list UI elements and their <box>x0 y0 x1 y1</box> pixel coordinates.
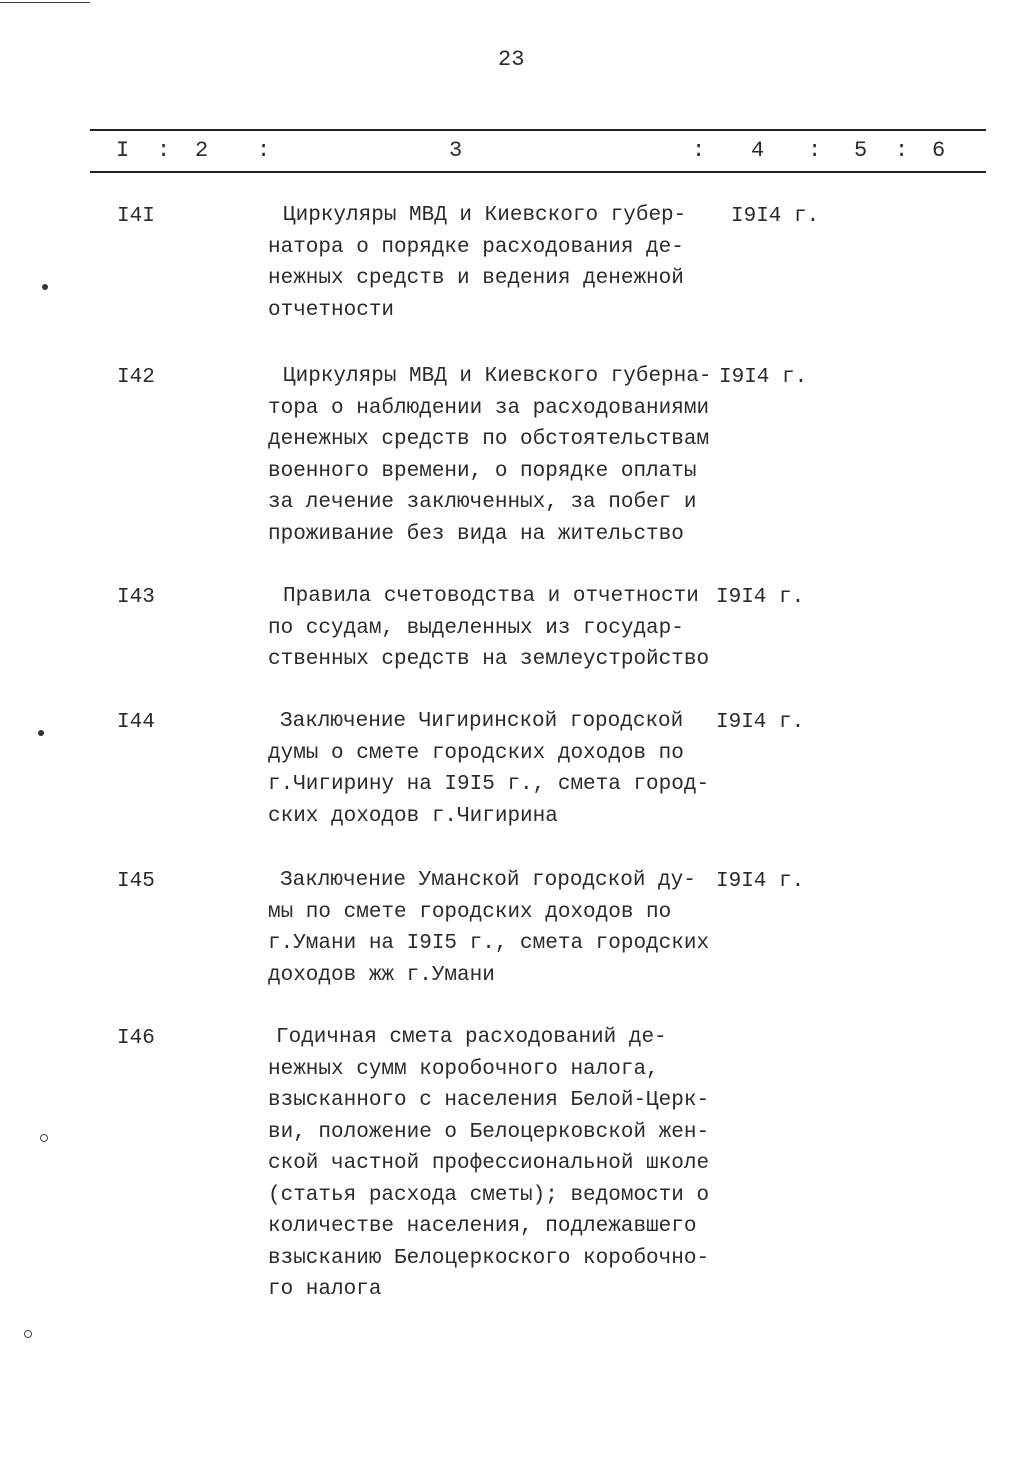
scan-speck <box>24 1330 32 1338</box>
entry-title-line: проживание без вида на жительство <box>268 522 684 546</box>
entry-number: I4I <box>117 205 155 228</box>
entry-year: I9I4 г. <box>716 870 805 893</box>
entry-title-line: думы о смете городских доходов по <box>268 741 684 765</box>
header-col-3: 3 <box>449 138 463 163</box>
entry-title-line: (статья расхода сметы); ведомости о <box>268 1183 710 1207</box>
entry-title-line: денежных средств по обстоятельствам <box>268 428 710 451</box>
entry-title-line: ских доходов г.Чигирина <box>268 804 558 828</box>
entry-title-line: за лечение заключенных, за побег и <box>268 491 697 514</box>
entry-title-line: взысканию Белоцеркоского коробочно- <box>268 1246 710 1270</box>
entry-title-line: ской частной профессиональной школе <box>268 1152 710 1175</box>
header-col-4: 4 <box>751 138 765 163</box>
entry-title-line: доходов жж г.Умани <box>268 963 495 987</box>
scan-edge-line <box>0 2 90 3</box>
entry-year: I9I4 г. <box>731 205 820 228</box>
entry-title-line: Заключение Чигиринской городской <box>280 710 684 733</box>
header-separator: : <box>257 138 271 163</box>
entry-title-line: мы по смете городских доходов по <box>268 900 672 924</box>
entry-title-line: натора о порядке расходования де- <box>268 235 684 259</box>
header-col-2: 2 <box>195 138 209 163</box>
entry-title-line: Годичная смета расходований де- <box>276 1026 667 1049</box>
header-col-5: 5 <box>854 138 868 163</box>
page-number: 23 <box>498 47 525 72</box>
scan-speck <box>38 730 44 736</box>
entry-title-line: взысканного с населения Белой-Церк- <box>268 1089 710 1112</box>
entry-title-line: ви, положение о Белоцерковской жен- <box>268 1120 710 1144</box>
header-separator: : <box>692 138 706 163</box>
header-col-6: 6 <box>932 138 946 163</box>
entry-title-line: отчетности <box>268 298 395 322</box>
scan-speck <box>40 1134 48 1142</box>
entry-number: I44 <box>117 711 155 734</box>
entry-year: I9I4 г. <box>716 711 805 734</box>
entry-title-line: Циркуляры МВД и Киевского губер- <box>283 204 687 227</box>
entry-title-line: военного времени, о порядке оплаты <box>268 459 697 483</box>
entry-title-line: Циркуляры МВД и Киевского губерна- <box>283 365 712 388</box>
entry-title-line: г.Умани на I9I5 г., смета городских <box>268 932 710 955</box>
entry-title-line: Правила счетоводства и отчетности <box>283 585 699 608</box>
entry-title-line: Заключение Уманской городской ду- <box>280 869 696 892</box>
header-separator: : <box>157 138 171 163</box>
header-separator: : <box>808 138 822 163</box>
entry-number: I45 <box>117 870 155 893</box>
entry-title-line: ственных средств на землеустройство <box>268 648 710 671</box>
header-top-rule <box>90 129 986 131</box>
scan-speck <box>42 284 48 290</box>
entry-title-line: нежных сумм коробочного налога, <box>268 1057 659 1081</box>
entry-number: I42 <box>117 366 155 389</box>
entry-number: I46 <box>117 1027 155 1050</box>
header-col-1: I <box>116 138 130 163</box>
entry-year: I9I4 г. <box>716 586 805 609</box>
entry-title-line: го налога <box>268 1278 382 1301</box>
entry-title-line: тора о наблюдении за расходованиями <box>268 396 710 420</box>
header-separator: : <box>895 138 909 163</box>
entry-number: I43 <box>117 586 155 609</box>
entry-title-line: г.Чигирину на I9I5 г., смета город- <box>268 773 710 796</box>
entry-title-line: по ссудам, выделенных из государ- <box>268 616 684 640</box>
header-bottom-rule <box>90 171 986 173</box>
entry-title-line: нежных средств и ведения денежной <box>268 267 684 290</box>
entry-year: I9I4 г. <box>719 366 808 389</box>
entry-title-line: количестве населения, подлежавшего <box>268 1215 697 1238</box>
